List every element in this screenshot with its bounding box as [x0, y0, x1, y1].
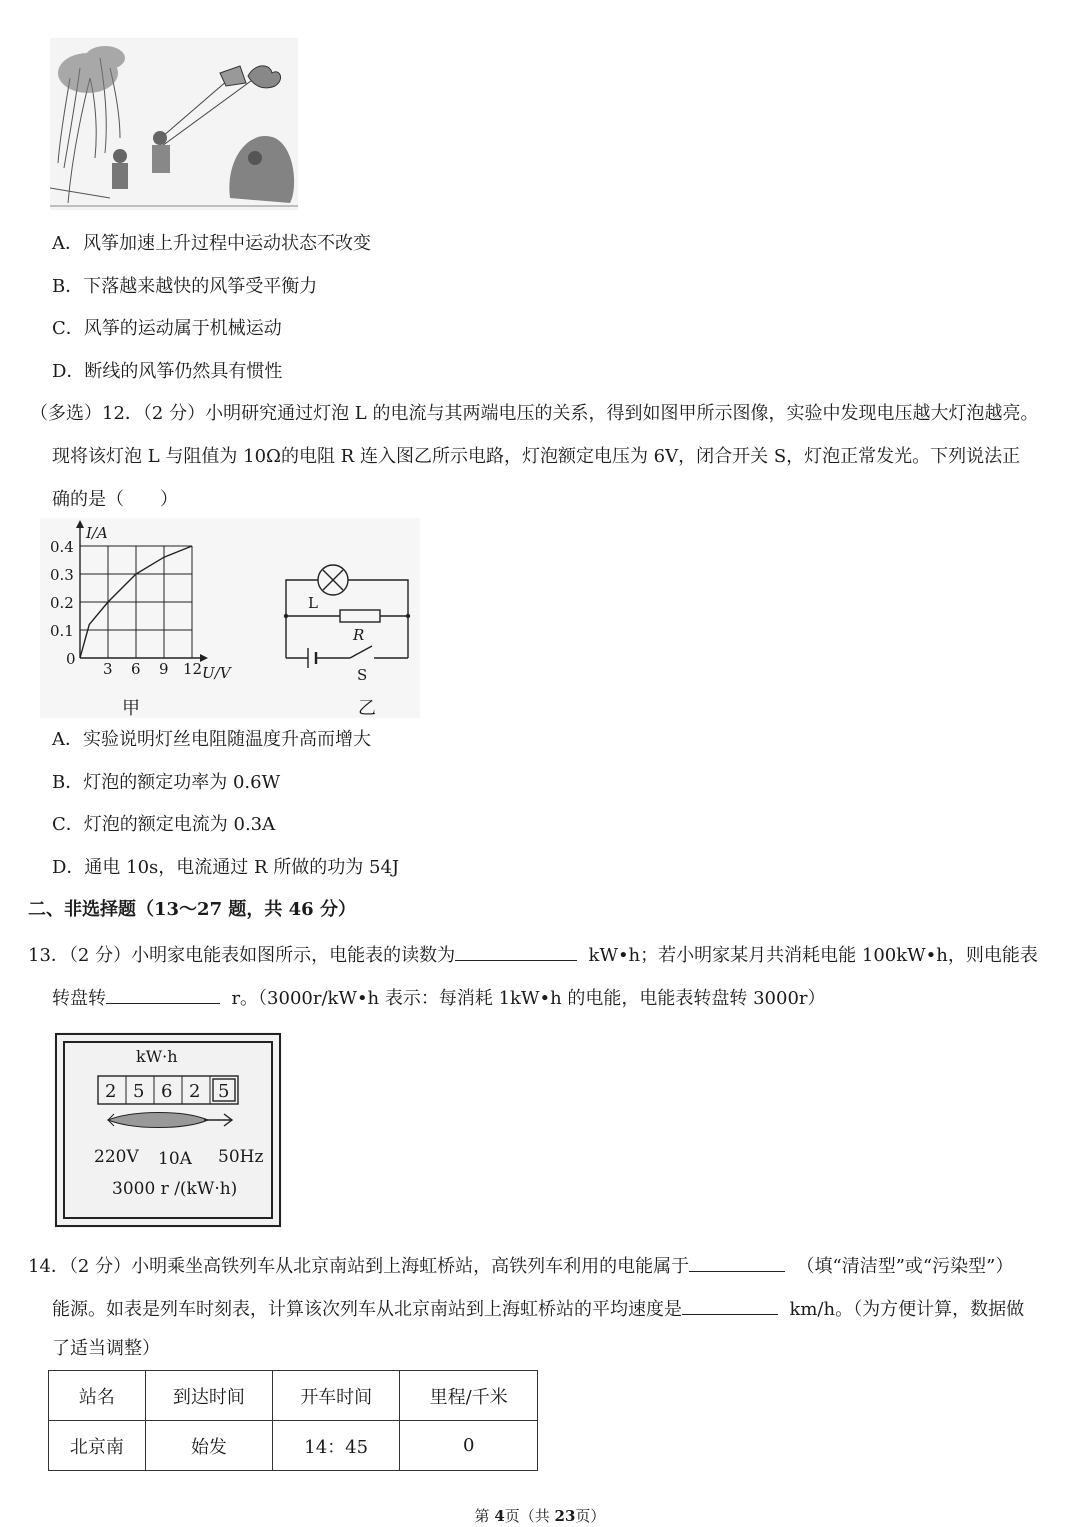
kite-illustration	[50, 38, 298, 210]
table-header-cell: 站名	[49, 1371, 146, 1421]
q14-answer-blank-energy-type[interactable]	[689, 1253, 785, 1272]
y-tick-label: 0.3	[50, 566, 74, 584]
q14-answer-blank-speed[interactable]	[682, 1296, 778, 1315]
y-tick-label: 0	[66, 650, 76, 668]
x-axis-label: U/V	[202, 664, 231, 682]
meter-unit: kW·h	[136, 1047, 178, 1066]
q14-text-1a: 14．（2 分）小明乘坐高铁列车从北京南站到上海虹桥站，高铁列车利用的电能属于	[28, 1256, 690, 1277]
q12-option-b: B．灯泡的额定功率为 0.6W	[52, 772, 281, 793]
q14-line3: 了适当调整）	[52, 1338, 160, 1359]
page-footer	[0, 1505, 1080, 1526]
table-header-cell: 开车时间	[273, 1371, 400, 1421]
q13-text-2a: 转盘转	[52, 988, 106, 1009]
meter-current: 10A	[158, 1149, 192, 1169]
q14-text-1b: （填“清洁型”或“污染型”）	[796, 1256, 1014, 1277]
lamp-label: L	[308, 594, 318, 612]
q11-option-b: B．下落越来越快的风筝受平衡力	[52, 276, 318, 297]
q11-option-d: D．断线的风筝仍然具有惯性	[52, 361, 283, 382]
q12-option-a: A．实验说明灯丝电阻随温度升高而增大	[52, 729, 371, 750]
q13-text-1a: 13．（2 分）小明家电能表如图所示，电能表的读数为	[28, 945, 456, 966]
table-cell: 0	[400, 1421, 538, 1471]
q13-line1	[28, 942, 1038, 967]
section-heading: 二、非选择题（13～27 题，共 46 分）	[28, 899, 356, 920]
q12-option-d: D．通电 10s，电流通过 R 所做的功为 54J	[52, 857, 400, 878]
q14-line2	[52, 1296, 1024, 1321]
q11-option-c: C．风筝的运动属于机械运动	[52, 318, 282, 339]
meter-digit-3: 6	[161, 1081, 173, 1102]
q14-line1	[28, 1253, 1013, 1278]
y-axis-label: I/A	[86, 524, 108, 542]
switch-label: S	[357, 666, 368, 684]
footer-mid: 页（共	[504, 1507, 555, 1525]
train-timetable	[48, 1370, 538, 1471]
table-header-cell: 到达时间	[145, 1371, 272, 1421]
meter-digit-2: 5	[133, 1081, 145, 1102]
q12-stem-line1: （多选）12．（2 分）小明研究通过灯泡 L 的电流与其两端电压的关系，得到如图甲所示图像，实验中发现电压越大灯泡越亮。	[30, 403, 1039, 424]
resistor-label: R	[353, 626, 365, 644]
x-tick-label: 9	[159, 660, 169, 678]
y-tick-label: 0.1	[50, 622, 74, 640]
q13-text-2b: r。（3000r/kW•h 表示：每消耗 1kW•h 的电能，电能表转盘转 3000r）	[231, 988, 826, 1009]
x-tick-label: 12	[183, 660, 203, 678]
q12-stem-line3: 确的是（ ）	[52, 489, 178, 510]
q14-text-2b: km/h。（为方便计算，数据做	[789, 1299, 1025, 1320]
caption-jia: 甲	[122, 698, 140, 718]
x-tick-label: 3	[103, 660, 113, 678]
table-row	[49, 1421, 538, 1471]
footer-suffix: 页）	[575, 1507, 606, 1525]
meter-digit-1: 2	[105, 1081, 117, 1102]
q12-option-c: C．灯泡的额定电流为 0.3A	[52, 814, 276, 835]
table-cell: 14：45	[273, 1421, 400, 1471]
q14-text-2a: 能源。如表是列车时刻表，计算该次列车从北京南站到上海虹桥站的平均速度是	[52, 1299, 682, 1320]
meter-digit-4: 2	[189, 1081, 201, 1102]
footer-page-number: 4	[494, 1507, 505, 1525]
meter-digit-5: 5	[218, 1081, 230, 1102]
q13-answer-blank-turns[interactable]	[106, 985, 220, 1004]
junction-right	[406, 614, 410, 618]
meter-voltage: 220V	[94, 1147, 139, 1167]
y-tick-label: 0.4	[50, 538, 74, 556]
footer-total-pages: 23	[554, 1507, 576, 1525]
footer-prefix: 第	[474, 1507, 495, 1525]
q13-text-1b: kW•h；若小明家某月共消耗电能 100kW•h，则电能表	[588, 945, 1038, 966]
q13-answer-blank-reading[interactable]	[455, 942, 577, 961]
q13-line2	[52, 985, 826, 1010]
y-tick-label: 0.2	[50, 594, 74, 612]
q12-figures	[40, 518, 420, 718]
table-header-row	[49, 1371, 538, 1421]
q12-stem-line2: 现将该灯泡 L 与阻值为 10Ω的电阻 R 连入图乙所示电路，灯泡额定电压为 6V，闭合开关 S，灯泡正常发光。下列说法正	[52, 446, 1021, 467]
energy-meter-figure	[54, 1032, 282, 1228]
table-cell: 始发	[145, 1421, 272, 1471]
q11-option-a: A．风筝加速上升过程中运动状态不改变	[52, 233, 371, 254]
meter-frequency: 50Hz	[218, 1147, 264, 1167]
table-header-cell: 里程/千米	[400, 1371, 538, 1421]
x-tick-label: 6	[131, 660, 141, 678]
caption-yi: 乙	[358, 698, 376, 718]
table-cell: 北京南	[49, 1421, 146, 1471]
junction-left	[284, 614, 288, 618]
meter-rating: 3000 r /(kW·h)	[112, 1179, 238, 1199]
